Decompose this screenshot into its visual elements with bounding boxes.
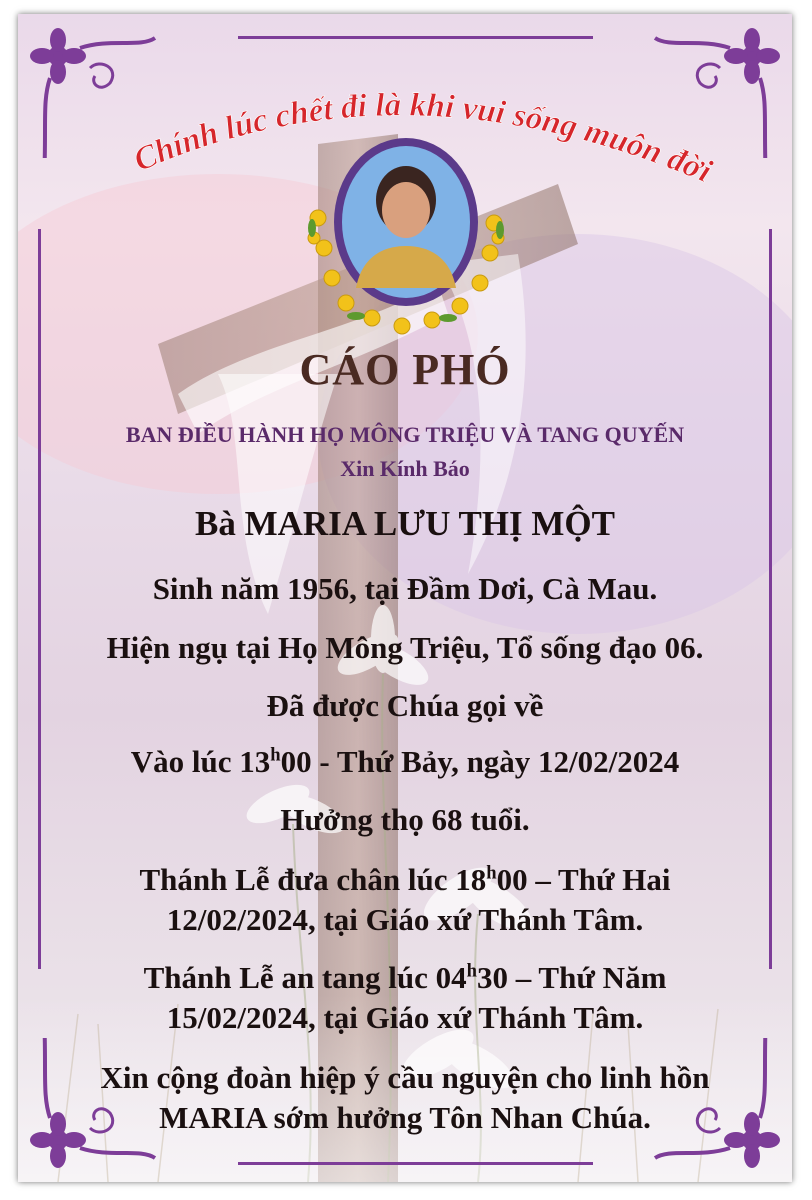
farewell-sup: h: [486, 862, 497, 884]
prayer-request-line2: MARIA sớm hưởng Tôn Nhan Chúa.: [159, 1100, 651, 1135]
announcement-line: Xin Kính Báo: [340, 456, 470, 481]
farewell-suffix: 00 – Thứ Hai: [496, 862, 671, 897]
motto-text: Chính lúc chết đi là khi vui sống muôn đời: [128, 87, 717, 191]
frame-top-line: [238, 36, 593, 39]
death-time-line: [18, 742, 792, 782]
burial-prefix: Thánh Lễ an tang lúc 04: [143, 960, 467, 995]
obituary-card: [18, 14, 792, 1182]
called-home-line: Đã được Chúa gọi về: [266, 688, 544, 723]
residence-line: Hiện ngụ tại Họ Mông Triệu, Tổ sống đạo 06.: [106, 630, 704, 665]
portrait-frame: [332, 138, 480, 306]
prayer-request-line1: Xin cộng đoàn hiệp ý cầu nguyện cho linh hồn: [100, 1060, 710, 1095]
burial-sup: h: [466, 960, 477, 982]
death-time-sup: h: [270, 744, 281, 766]
burial-mass-line1: [18, 958, 792, 998]
birth-line: Sinh năm 1956, tại Đầm Dơi, Cà Mau.: [152, 571, 658, 606]
farewell-prefix: Thánh Lễ đưa chân lúc 18: [139, 862, 487, 897]
burial-suffix: 30 – Thứ Năm: [476, 960, 667, 995]
farewell-mass-line2: 12/02/2024, tại Giáo xứ Thánh Tâm.: [166, 902, 644, 937]
death-time-prefix: Vào lúc 13: [130, 744, 271, 779]
frame-bottom-line: [238, 1162, 593, 1165]
farewell-mass-line1: [18, 860, 792, 900]
death-time-suffix: 00 - Thứ Bảy, ngày 12/02/2024: [280, 744, 680, 779]
organization-line: BAN ĐIỀU HÀNH HỌ MÔNG TRIỆU VÀ TANG QUYẾN: [125, 422, 685, 447]
age-line: Hưởng thọ 68 tuổi.: [280, 802, 530, 837]
burial-mass-line2: 15/02/2024, tại Giáo xứ Thánh Tâm.: [166, 1000, 644, 1035]
deceased-name: Bà MARIA LƯU THỊ MỘT: [194, 504, 616, 543]
page-title: CÁO PHÓ: [299, 345, 511, 394]
